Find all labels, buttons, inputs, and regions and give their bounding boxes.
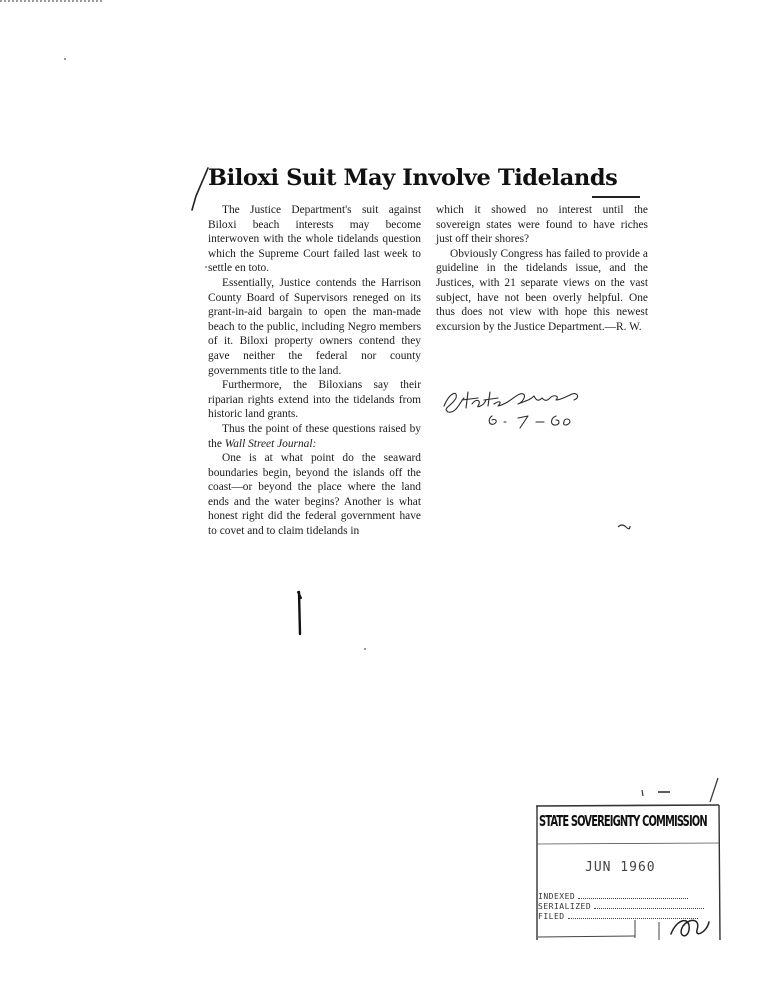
article-column-right [436,203,648,334]
stamp-fill-line [594,908,704,909]
scan-edge-dots [0,0,102,5]
publication-name: Wall Street Journal: [224,437,317,450]
article-text: Thus the point of these questions raised by the [208,422,421,450]
scan-speck [64,58,66,60]
signature-squiggle [600,522,648,530]
stamp-title: STATE SOVEREIGNTY COMMISSION [539,812,707,830]
article-paragraph: Obviously Congress has failed to provide a guideline in the tidelands issue, and the Justices, with 21 separate views on the vast subject, have not been overly helpful. One thus does not view with hope this newest excursion by the Justice Department.—R. W. [436,247,648,333]
stamp-fill-line [578,898,688,899]
article-paragraph: Essentially, Justice contends the Harrison County Board of Supervisors reneged on its grant-in-aid bargain to open the man-made beach to the public, including Negro members of it. Biloxi property owners contend they gave neither the federal nor county governments title to the land. [208,276,421,377]
stamp-row-label: INDEXED [538,892,576,901]
article-paragraph: Furthermore, the Biloxians say their riparian rights extend into the tidelands from historic land grants. [208,379,421,421]
article-paragraph: One is at what point do the seaward boundaries begin, beyond the islands off the coast—or beyond the place where the land ends and the water begins? Another is what honest right did the federal government have to covet and to claim tidelands in [208,452,421,538]
stamp-date: JUN 1960 [585,860,656,875]
scan-speck [364,648,366,650]
stamp-row-indexed [538,892,688,901]
article-headline: Biloxi Suit May Involve Tidelands [208,165,618,191]
handwritten-source-note [438,378,598,438]
state-sovereignty-commission-stamp [531,800,721,942]
article-paragraph: which it showed no interest until the sovereign states were found to have riches just off their shores? [436,204,648,246]
stamp-row-label: FILED [538,912,565,921]
stamp-fill-line [568,918,698,919]
stamp-row-serialized [538,902,704,911]
stamp-row-filed [538,912,698,921]
headline-underline [592,196,640,198]
article-paragraph [208,422,421,451]
stamp-row-label: SERIALIZED [538,902,592,911]
article-paragraph: The Justice Department's suit against Biloxi beach interests may become interwoven with the whole tidelands question which the Supreme Court failed last week to settle en toto. [208,204,421,275]
pen-stroke-mark [294,590,306,638]
article-column-left [208,203,421,539]
